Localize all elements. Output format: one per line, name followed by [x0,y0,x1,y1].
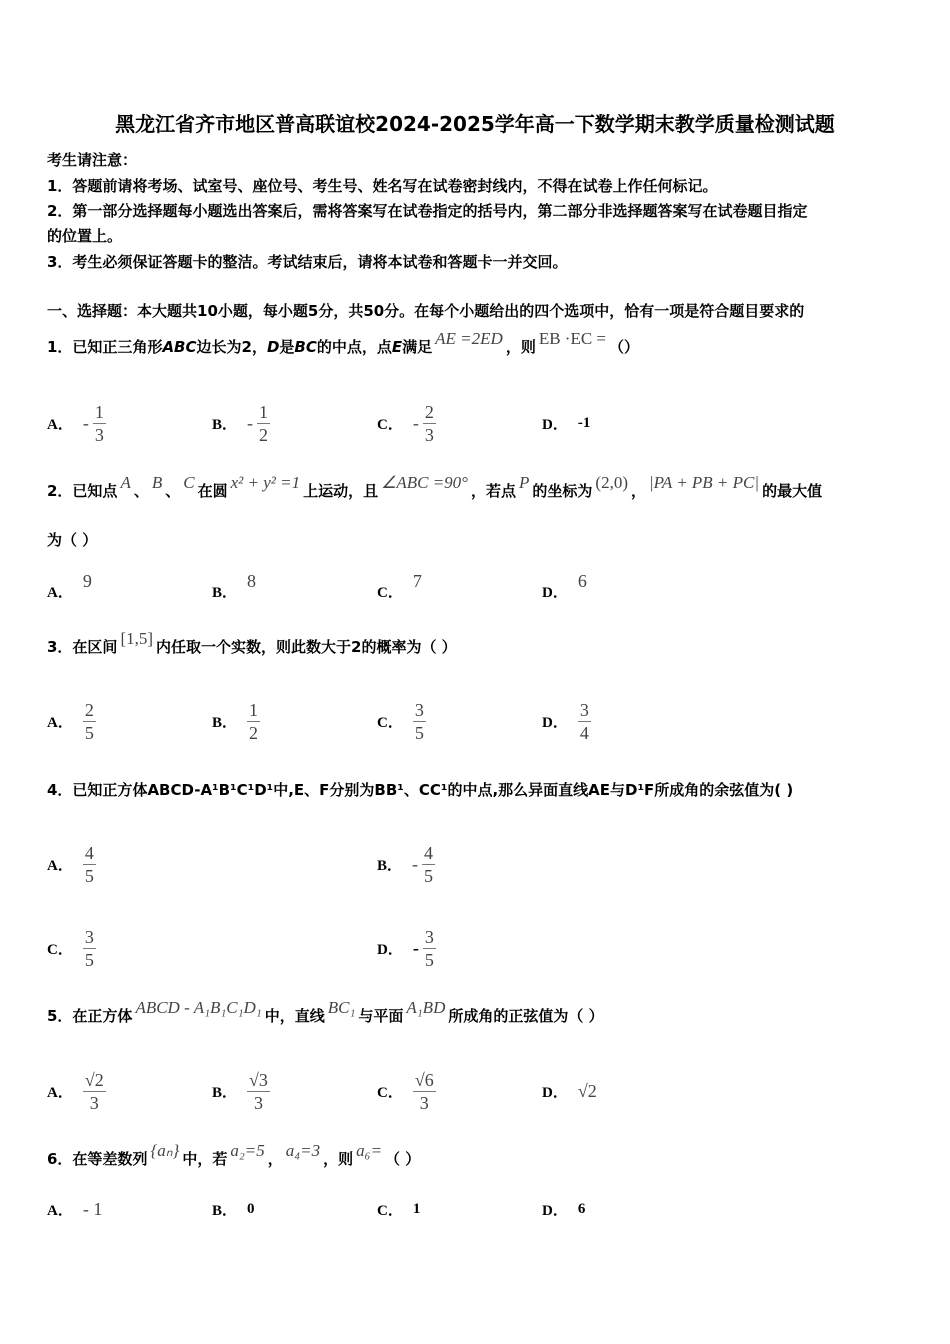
answer-option-c[interactable] [377,1066,436,1116]
math-expression: a₄=3 [285,1141,321,1160]
option-label: A． [47,714,73,731]
stem-text: E [391,338,403,356]
option-label: D． [377,941,403,958]
option-text: 0 [247,1200,255,1217]
stem-text: 边长为2， [196,338,267,356]
fraction [578,699,591,744]
notice-line: 1．答题前请将考场、试室号、座位号、考生号、姓名写在试卷密封线内，不得在试卷上作任何标记。 [47,177,718,195]
math-expression: A [120,473,131,492]
option-label: A． [47,1084,73,1101]
math-expression: a₂=5 [230,1141,265,1160]
notice-line: 3．考生必须保证答题卡的整洁。考试结束后，请将本试卷和答题卡一并交回。 [47,253,568,271]
numerator: 4 [424,842,434,863]
numerator: √3 [249,1069,268,1090]
answer-option-d[interactable] [377,923,436,973]
option-label: B． [212,1202,238,1219]
option-text: 8 [247,570,257,591]
fraction [93,401,106,446]
fraction [83,926,96,971]
numerator: 3 [424,926,434,947]
math-expression: ABCD - A₁B₁C₁D₁ [135,998,262,1017]
answer-option-d[interactable] [542,566,587,616]
denominator: 5 [414,722,424,743]
denominator: 5 [84,722,94,743]
stem-text: BC [294,338,317,356]
page-title: 黑龙江省齐市地区普高联谊校2024-2025学年高一下数学期末教学质量检测试题 [115,112,835,136]
answer-option-a[interactable] [47,1184,102,1234]
answer-option-d[interactable] [542,1184,585,1234]
option-label: C． [47,941,73,958]
option-text: 1 [412,1200,421,1217]
math-expression: A₁BD [406,998,446,1017]
numerator: 3 [84,926,94,947]
stem-text: D [266,338,280,356]
option-value [83,1199,103,1220]
stem-text: 4．已知正方体ABCD-A¹B¹C¹D¹中,E、F分别为BB¹、CC¹的中点,那么异面直线AE与D¹F所成角的余弦值为( ) [47,781,794,799]
option-value [578,699,591,744]
option-label: A． [47,416,73,433]
minus-sign: - [82,412,89,433]
option-value [412,842,435,887]
stem-text: 、 [165,482,181,500]
numerator: √2 [84,1069,104,1090]
question-stem [47,473,823,501]
question-stem [47,629,457,657]
denominator: 4 [579,722,589,743]
math-expression: AE =2ED [435,329,503,348]
notice-heading: 考生请注意： [47,151,138,169]
stem-text: 2．已知点 [47,482,118,500]
answer-option-a[interactable] [47,1066,106,1116]
numerator: 3 [414,699,424,720]
option-value [413,699,426,744]
fraction [413,1069,436,1114]
stem-text: （ ） [385,1150,421,1168]
option-value [578,415,591,432]
stem-text: 在圆 [197,482,228,500]
math-expression: [1,5] [120,629,154,648]
question-stem-continued: 为（ ） [47,531,98,549]
option-value [412,570,422,602]
stem-text: 1．已知正三角形 [47,338,163,356]
answer-option-a[interactable] [47,696,96,746]
answer-option-b[interactable] [377,839,435,889]
answer-option-c[interactable] [377,398,436,448]
numerator: 1 [259,401,269,422]
numerator: 4 [84,842,94,863]
stem-text: 的坐标为 [532,482,593,500]
option-label: B． [212,416,238,433]
option-value [578,1081,597,1102]
fraction [83,842,96,887]
math-expression: {aₙ} [150,1141,180,1160]
option-label: A． [47,1202,73,1219]
minus-sign: - [412,853,419,874]
stem-text: ，则 [323,1150,354,1168]
stem-text: 5．在正方体 [47,1007,133,1025]
option-label: C． [377,1084,403,1101]
math-expression: ∠ABC =90° [381,473,468,492]
stem-text: 3．在区间 [47,638,118,656]
answer-option-b[interactable] [212,566,256,616]
denominator: 3 [424,424,434,445]
fraction [423,926,436,971]
option-label: B． [377,857,403,874]
answer-option-a[interactable] [47,398,106,448]
option-value [247,401,270,446]
option-value [413,1069,436,1114]
stem-text: （） [609,338,640,356]
option-value [247,1201,255,1218]
math-expression: a₆= [356,1141,383,1160]
fraction [257,401,270,446]
option-value [83,1069,106,1114]
option-label: D． [542,714,568,731]
option-text: - 1 [82,1198,103,1219]
option-label: B． [212,1084,238,1101]
option-value [577,570,587,602]
denominator: 3 [94,424,104,445]
stem-text: ， [267,1150,283,1168]
option-value [578,1201,586,1218]
answer-option-a[interactable] [47,566,92,616]
stem-text: 是 [279,338,295,356]
denominator: 3 [253,1092,263,1113]
answer-option-b[interactable] [212,398,270,448]
option-label: D． [542,1202,568,1219]
option-value [83,699,96,744]
notice-line: 的位置上。 [47,227,123,245]
stem-text: 、 [133,482,149,500]
option-value [413,926,436,971]
option-label: C． [377,1202,403,1219]
stem-text: 满足 [402,338,433,356]
option-value [247,570,257,602]
stem-text: 中，直线 [264,1007,325,1025]
option-value [83,842,96,887]
stem-text: 内任取一个实数，则此数大于2的概率为（ ） [156,638,457,656]
stem-text: ，若点 [470,482,516,500]
option-label: B． [212,714,238,731]
stem-text: 的最大值 [762,482,823,500]
question-stem [47,780,793,800]
math-expression: BC₁ [327,998,356,1017]
option-value [82,570,92,602]
fraction [423,401,436,446]
answer-option-a[interactable] [47,839,96,889]
math-expression: EB ·EC = [538,329,607,348]
math-expression: P [519,473,530,492]
stem-text: 中，若 [182,1150,228,1168]
option-text: -1 [577,414,591,431]
minus-sign: - [247,412,254,433]
math-expression: C [183,473,195,492]
denominator: 3 [89,1092,99,1113]
math-expression: B [151,473,163,492]
stem-text: 上运动，且 [303,482,379,500]
option-value [413,401,436,446]
option-label: D． [542,584,568,601]
stem-text: 的中点，点 [316,338,392,356]
option-label: D． [542,1084,568,1101]
option-label: B． [212,584,238,601]
option-text: 7 [412,570,422,591]
fraction [83,1069,106,1114]
notice-line: 2．第一部分选择题每小题选出答案后，需将答案写在试卷指定的括号内，第二部分非选择题答案写在试卷题目指定 [47,202,808,220]
fraction [247,699,260,744]
section-heading: 一、选择题：本大题共10小题，每小题5分，共50分。在每个小题给出的四个选项中，恰有一项是符合题目要求的 [47,302,805,320]
denominator: 5 [84,949,94,970]
denominator: 3 [419,1092,429,1113]
stem-text: 6．在等差数列 [47,1150,148,1168]
question-stem [47,998,604,1026]
option-label: A． [47,584,73,601]
math-expression: (2,0) [595,473,628,492]
answer-option-c[interactable] [47,923,96,973]
denominator: 5 [424,949,434,970]
numerator: 3 [579,699,589,720]
option-value [83,926,96,971]
denominator: 2 [249,722,259,743]
answer-option-d[interactable] [542,1066,597,1116]
stem-text: 所成角的正弦值为（ ） [448,1007,604,1025]
denominator: 2 [259,424,269,445]
fraction [83,699,96,744]
answer-option-c[interactable] [377,1184,420,1234]
numerator: 1 [249,699,259,720]
math-expression: |PA + PB + PC| [649,473,760,492]
minus-sign: - [412,412,419,433]
denominator: 5 [424,865,434,886]
option-value [413,1201,421,1218]
answer-option-d[interactable] [542,696,591,746]
option-value [247,699,260,744]
answer-option-b[interactable] [212,1066,270,1116]
stem-text: ， [630,482,646,500]
answer-option-b[interactable] [212,696,260,746]
stem-text: ，则 [505,338,536,356]
math-expression: x² + y² =1 [230,473,301,492]
numerator: 1 [94,401,104,422]
numerator: 2 [84,699,94,720]
answer-option-c[interactable] [377,566,422,616]
fraction [413,699,426,744]
option-text: 6 [577,570,587,591]
fraction [247,1069,270,1114]
option-label: A． [47,857,73,874]
fraction [422,842,435,887]
option-label: C． [377,416,403,433]
question-stem [47,1141,421,1169]
answer-option-c[interactable] [377,696,426,746]
answer-option-d[interactable] [542,398,590,448]
option-label: C． [377,584,403,601]
question-stem [47,329,640,357]
option-text: 6 [577,1200,586,1217]
option-label: C． [377,714,403,731]
option-value [247,1069,270,1114]
option-label: D． [542,416,568,433]
denominator: 5 [84,865,94,886]
numerator: 2 [424,401,434,422]
answer-option-b[interactable] [212,1184,255,1234]
numerator: √6 [414,1069,434,1090]
stem-text: ABC [162,338,197,356]
option-text: √2 [577,1080,597,1101]
option-value [83,401,106,446]
option-text: 9 [82,570,92,591]
stem-text: 与平面 [358,1007,404,1025]
minus-sign: - [412,937,419,958]
